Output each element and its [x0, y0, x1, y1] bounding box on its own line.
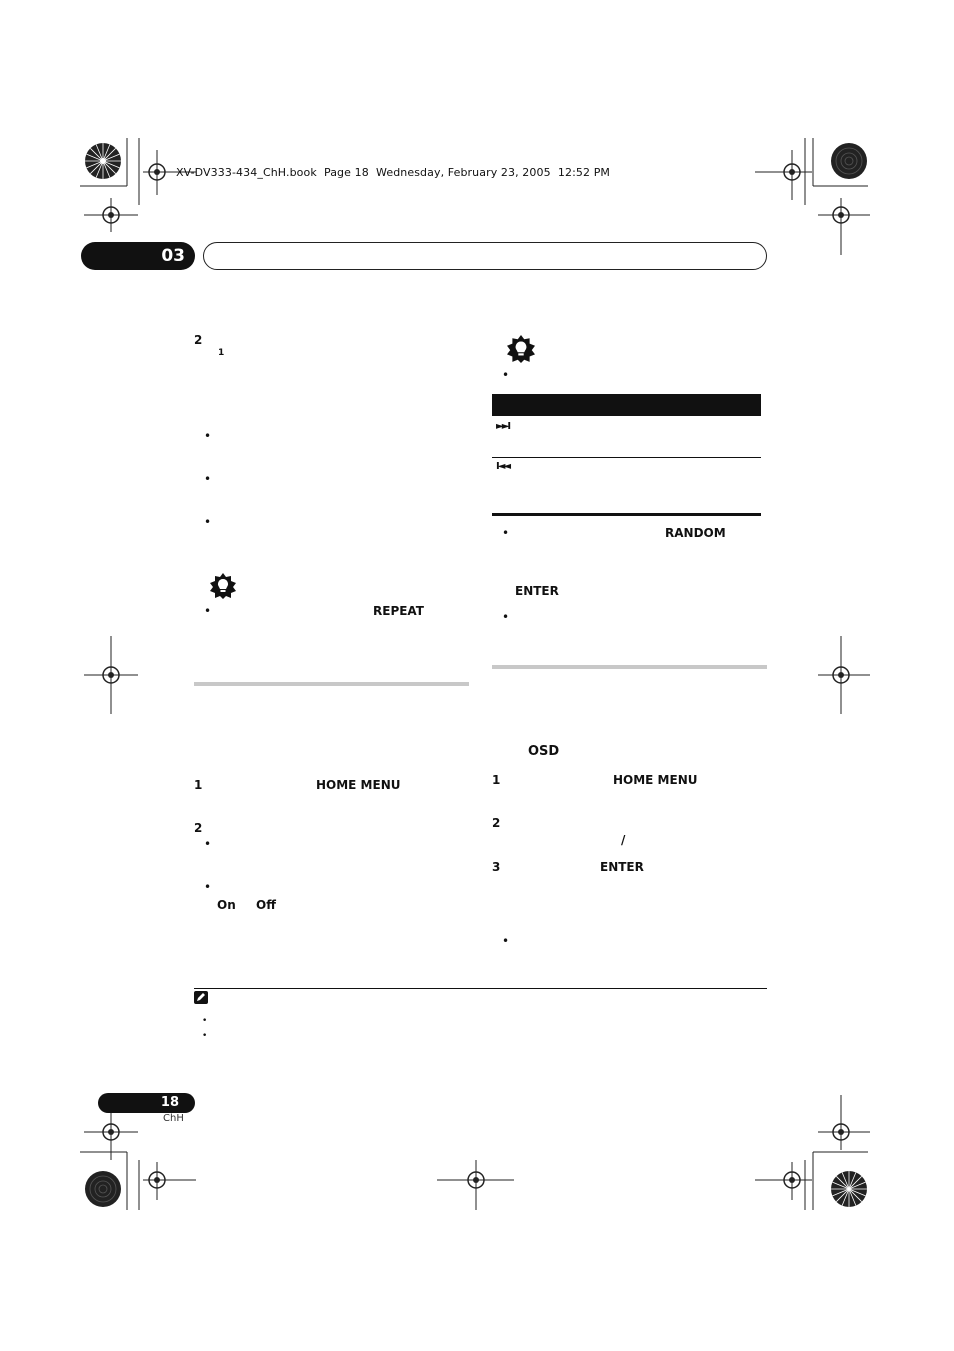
home-menu-button-label: HOME MENU: [316, 778, 401, 792]
random-button-label: RANDOM: [665, 526, 726, 540]
list-bullet: •: [502, 526, 510, 540]
next-track-icon: ►►I: [496, 421, 510, 432]
note-icon: [194, 991, 208, 1004]
page-number-badge: 18: [98, 1093, 195, 1113]
option-on-label: On: [217, 898, 236, 912]
starburst-icon-bottom-right: [829, 1169, 869, 1209]
list-bullet: •: [502, 610, 510, 624]
note-bullet: •: [202, 1031, 208, 1041]
list-bullet: •: [204, 429, 212, 443]
cursor-slash: /: [621, 833, 626, 847]
osd-label: OSD: [528, 744, 560, 759]
list-bullet: •: [204, 515, 212, 529]
section-divider: [492, 665, 767, 669]
step-number: 3: [492, 860, 501, 874]
step-superscript: 1: [218, 348, 225, 358]
tip-bullet: •: [502, 368, 510, 382]
previous-track-icon: I◄◄: [496, 461, 510, 472]
option-off-label: Off: [256, 898, 276, 912]
language-code: ChH: [163, 1113, 184, 1124]
list-bullet: •: [204, 472, 212, 486]
step-number: 2: [194, 821, 203, 835]
tip-icon: [210, 573, 236, 599]
step-number: 2: [194, 333, 203, 347]
starburst-icon-top-left: [83, 141, 123, 181]
tip-bullet: •: [204, 604, 212, 618]
home-menu-button-label: HOME MENU: [613, 773, 698, 787]
list-bullet: •: [204, 880, 212, 894]
table-header-bar: [492, 394, 761, 416]
enter-button-label: ENTER: [515, 584, 559, 598]
step-number: 1: [194, 778, 203, 792]
note-bullet: •: [202, 1016, 208, 1026]
table-row-divider: [492, 457, 761, 458]
starburst-icon-bottom-left: [83, 1169, 123, 1209]
file-info-header: XV-DV333-434_ChH.book Page 18 Wednesday, February 23, 2005 12:52 PM: [176, 166, 611, 179]
notes-divider: [194, 988, 767, 989]
table-bottom-rule: [492, 513, 761, 516]
chapter-title-frame: [203, 242, 767, 270]
chapter-number-badge: 03: [81, 242, 195, 270]
tip-icon: [507, 335, 535, 363]
enter-button-label: ENTER: [600, 860, 644, 874]
starburst-icon-top-right: [829, 141, 869, 181]
step-number: 2: [492, 816, 501, 830]
list-bullet: •: [204, 837, 212, 851]
repeat-button-label: REPEAT: [373, 604, 424, 618]
list-bullet: •: [502, 934, 510, 948]
step-number: 1: [492, 773, 501, 787]
section-divider: [194, 682, 469, 686]
